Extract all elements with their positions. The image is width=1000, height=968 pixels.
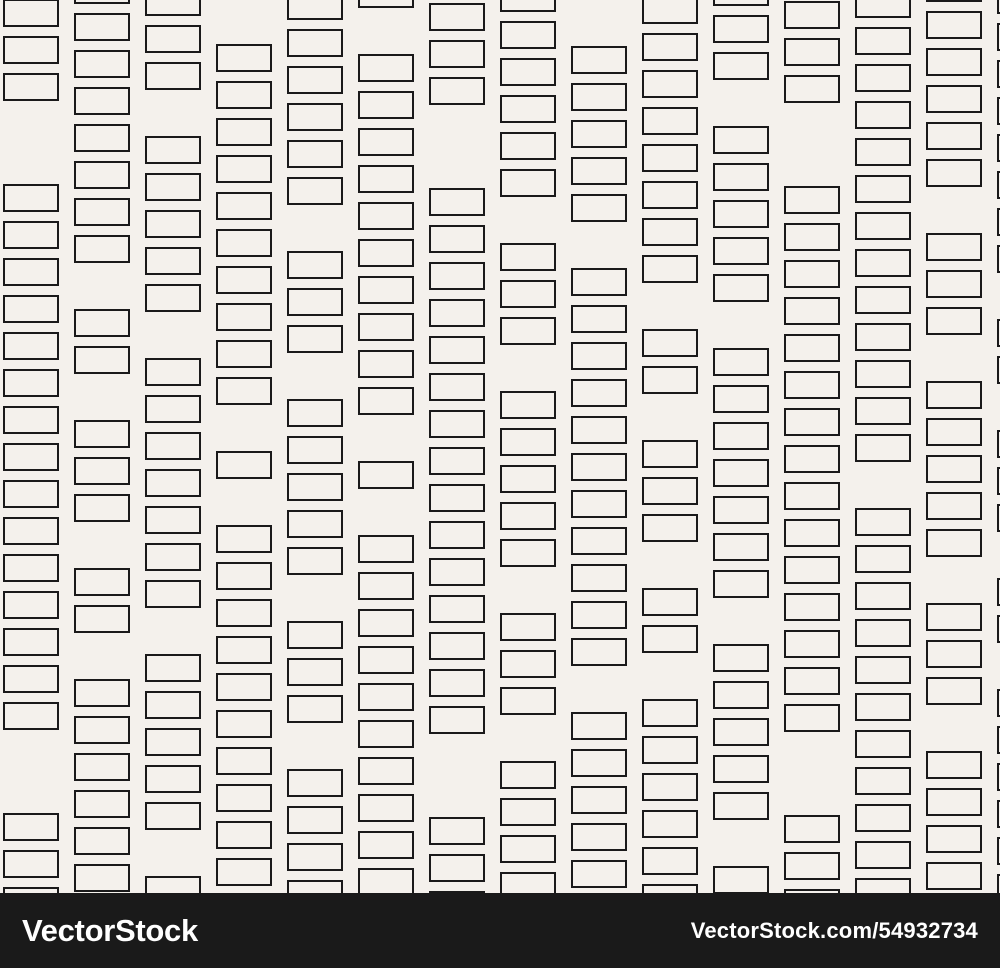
vectorstock-url: VectorStock.com/54932734 xyxy=(690,917,978,943)
vectorstock-wordmark: VectorStock xyxy=(22,913,198,948)
watermark-footer xyxy=(0,893,1000,968)
